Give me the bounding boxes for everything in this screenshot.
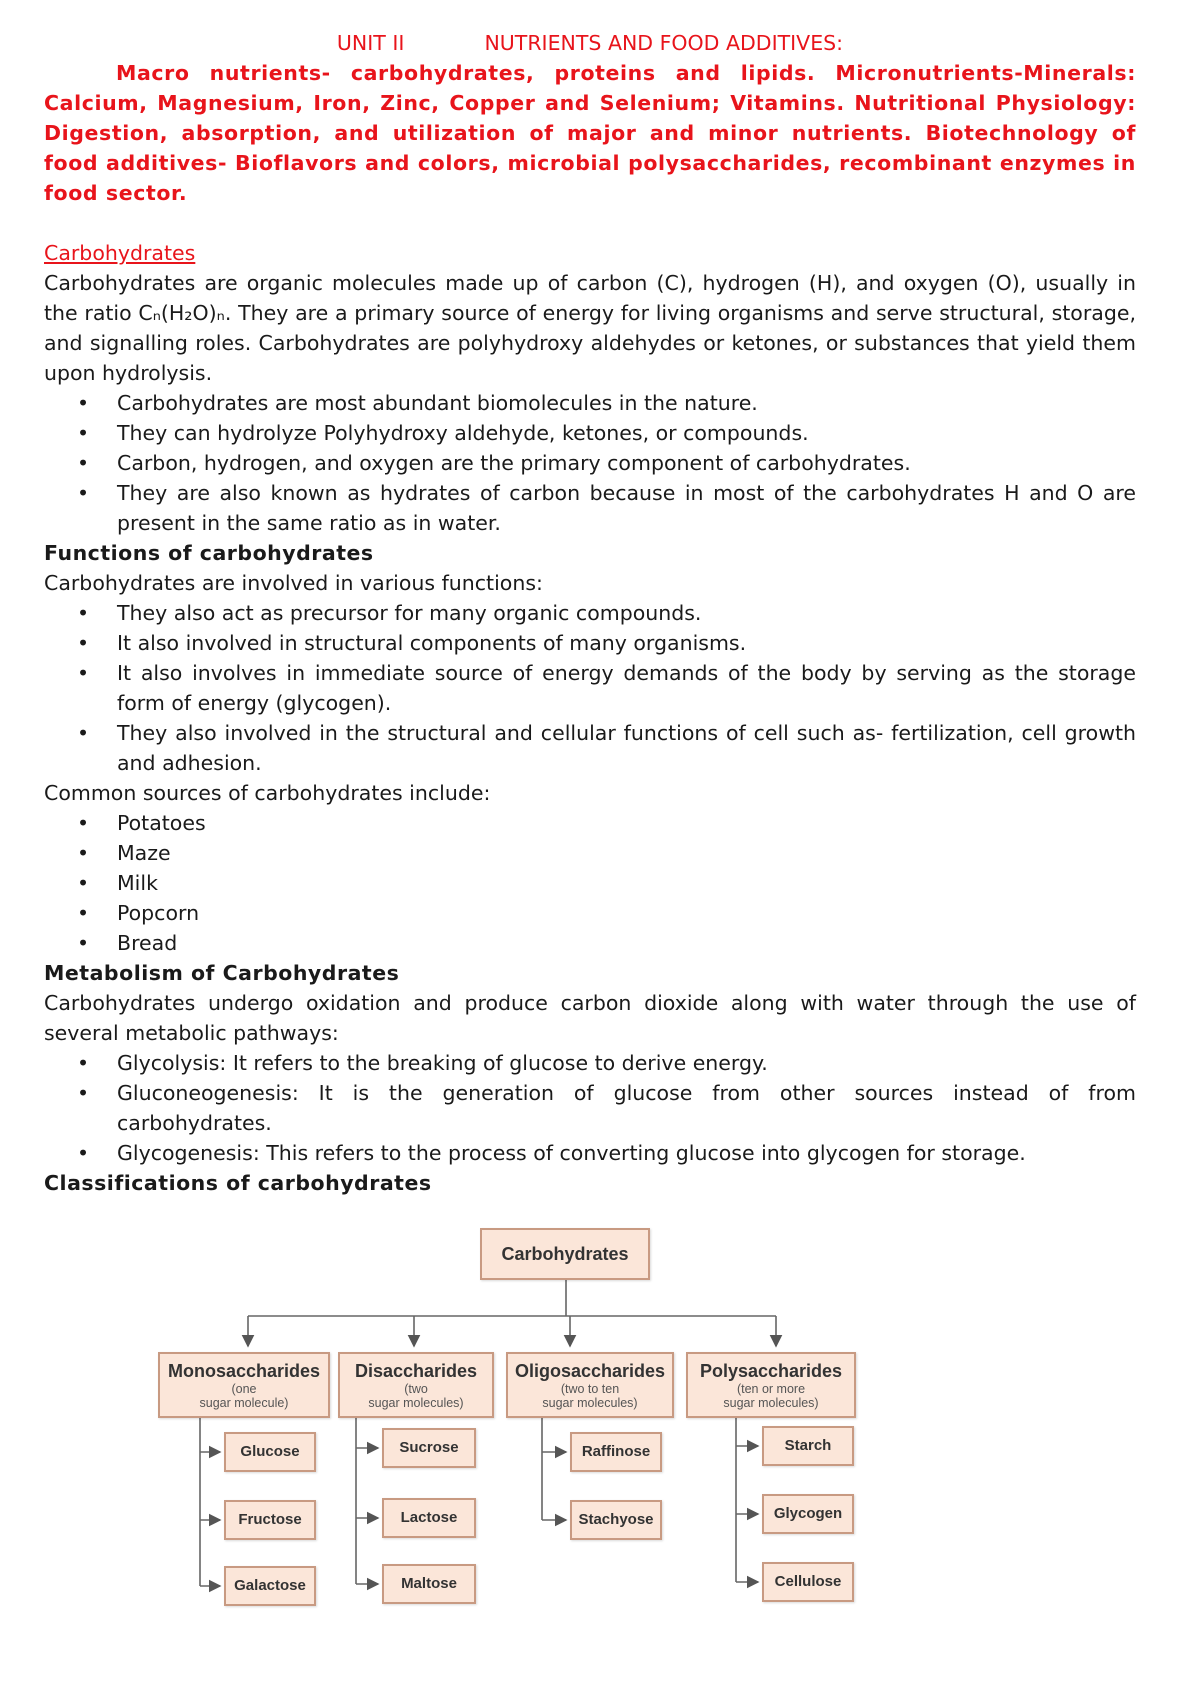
metabolism-intro: Carbohydrates undergo oxidation and produce carbon dioxide along with water through the use of several metabolic pathways: — [44, 991, 1136, 1045]
list-item: • They can hydrolyze Polyhydroxy aldehyde, ketones, or compounds. — [44, 418, 1136, 448]
leaf-node-sucrose: Sucrose — [382, 1428, 476, 1468]
group-sub: sugar molecules) — [368, 1396, 464, 1410]
leaf-node-glycogen: Glycogen — [762, 1494, 854, 1534]
list-item: • Glycolysis: It refers to the breaking of glucose to derive energy. — [44, 1048, 1136, 1078]
metabolism-bullets — [44, 1048, 1136, 1168]
leaf-node-raffinose: Raffinose — [570, 1432, 662, 1472]
list-item: • It also involves in immediate source of energy demands of the body by serving as the storage form of energy (glycogen). — [44, 658, 1136, 718]
sources-list — [44, 808, 1136, 958]
list-item: • Maze — [44, 838, 1136, 868]
functions-heading: Functions of carbohydrates — [44, 541, 374, 565]
group-name: Oligosaccharides — [514, 1361, 666, 1381]
list-item: • Glycogenesis: This refers to the process of converting glucose into glycogen for storage. — [44, 1138, 1136, 1168]
list-item: • They also involved in the structural and cellular functions of cell such as- fertilization, cell growth and adhesion. — [44, 718, 1136, 778]
carbohydrates-bullets — [44, 388, 1136, 538]
unit-label: UNIT II — [336, 31, 405, 55]
list-item: • Carbohydrates are most abundant biomolecules in the nature. — [44, 388, 1136, 418]
leaf-node-lactose: Lactose — [382, 1498, 476, 1538]
metabolism-heading: Metabolism of Carbohydrates — [44, 961, 400, 985]
root-node: Carbohydrates — [480, 1228, 650, 1280]
functions-intro: Carbohydrates are involved in various functions: — [44, 571, 543, 595]
group-sub: sugar molecules) — [723, 1396, 819, 1410]
list-item: • Gluconeogenesis: It is the generation of glucose from other sources instead of from carbohydrates. — [44, 1078, 1136, 1138]
group-sub: (one — [231, 1382, 257, 1396]
leaf-node-maltose: Maltose — [382, 1564, 476, 1604]
group-node-oligosaccharides — [506, 1352, 674, 1418]
functions-bullets — [44, 598, 1136, 778]
classification-heading: Classifications of carbohydrates — [44, 1171, 432, 1195]
list-item: • Carbon, hydrogen, and oxygen are the primary component of carbohydrates. — [44, 448, 1136, 478]
classification-diagram — [44, 1204, 1136, 1624]
document-page — [44, 28, 1136, 1624]
group-node-monosaccharides — [158, 1352, 330, 1418]
carbohydrates-intro: Carbohydrates are organic molecules made up of carbon (C), hydrogen (H), and oxygen (O), usually in the ratio Cₙ(H₂O)ₙ. They are a primary source of energy for living organisms and serve structural, storage, and signalling roles. Carbohydrates are polyhydroxy aldehydes or ketones, or substances that yield them upon hydrolysis. — [44, 271, 1136, 385]
unit-summary: Macro nutrients- carbohydrates, proteins and lipids. Micronutrients-Minerals: Calcium, Magnesium, Iron, Zinc, Copper and Selenium; Vitamins. Nutritional Physiology: Digestion, absorption, and utilization of major and minor nutrients. Biotechnology of food additives- Bioflavors and colors, microbial polysaccharides, recombinant enzymes in food sector. — [44, 61, 1136, 205]
carbohydrates-heading: Carbohydrates — [44, 241, 196, 265]
leaf-node-fructose: Fructose — [224, 1500, 316, 1540]
group-sub: sugar molecules) — [542, 1396, 638, 1410]
group-name: Monosaccharides — [167, 1361, 321, 1381]
group-sub: (ten or more — [736, 1382, 806, 1396]
list-item: • Potatoes — [44, 808, 1136, 838]
leaf-node-glucose: Glucose — [224, 1432, 316, 1472]
leaf-node-galactose: Galactose — [224, 1566, 316, 1606]
group-sub: (two — [404, 1382, 428, 1396]
group-name: Disaccharides — [354, 1361, 478, 1381]
list-item: • They are also known as hydrates of carbon because in most of the carbohydrates H and O are present in the same ratio as in water. — [44, 478, 1136, 538]
list-item: • Bread — [44, 928, 1136, 958]
unit-title: NUTRIENTS AND FOOD ADDITIVES: — [484, 31, 844, 55]
group-node-polysaccharides — [686, 1352, 856, 1418]
group-sub: sugar molecule) — [199, 1396, 289, 1410]
list-item: • Milk — [44, 868, 1136, 898]
leaf-node-cellulose: Cellulose — [762, 1562, 854, 1602]
unit-heading — [44, 28, 1136, 58]
sources-intro: Common sources of carbohydrates include: — [44, 781, 491, 805]
leaf-node-starch: Starch — [762, 1426, 854, 1466]
list-item: • It also involved in structural components of many organisms. — [44, 628, 1136, 658]
group-name: Polysaccharides — [699, 1361, 843, 1381]
group-sub: (two to ten — [560, 1382, 620, 1396]
leaf-node-stachyose: Stachyose — [570, 1500, 662, 1540]
list-item: • They also act as precursor for many organic compounds. — [44, 598, 1136, 628]
list-item: • Popcorn — [44, 898, 1136, 928]
group-node-disaccharides — [338, 1352, 494, 1418]
